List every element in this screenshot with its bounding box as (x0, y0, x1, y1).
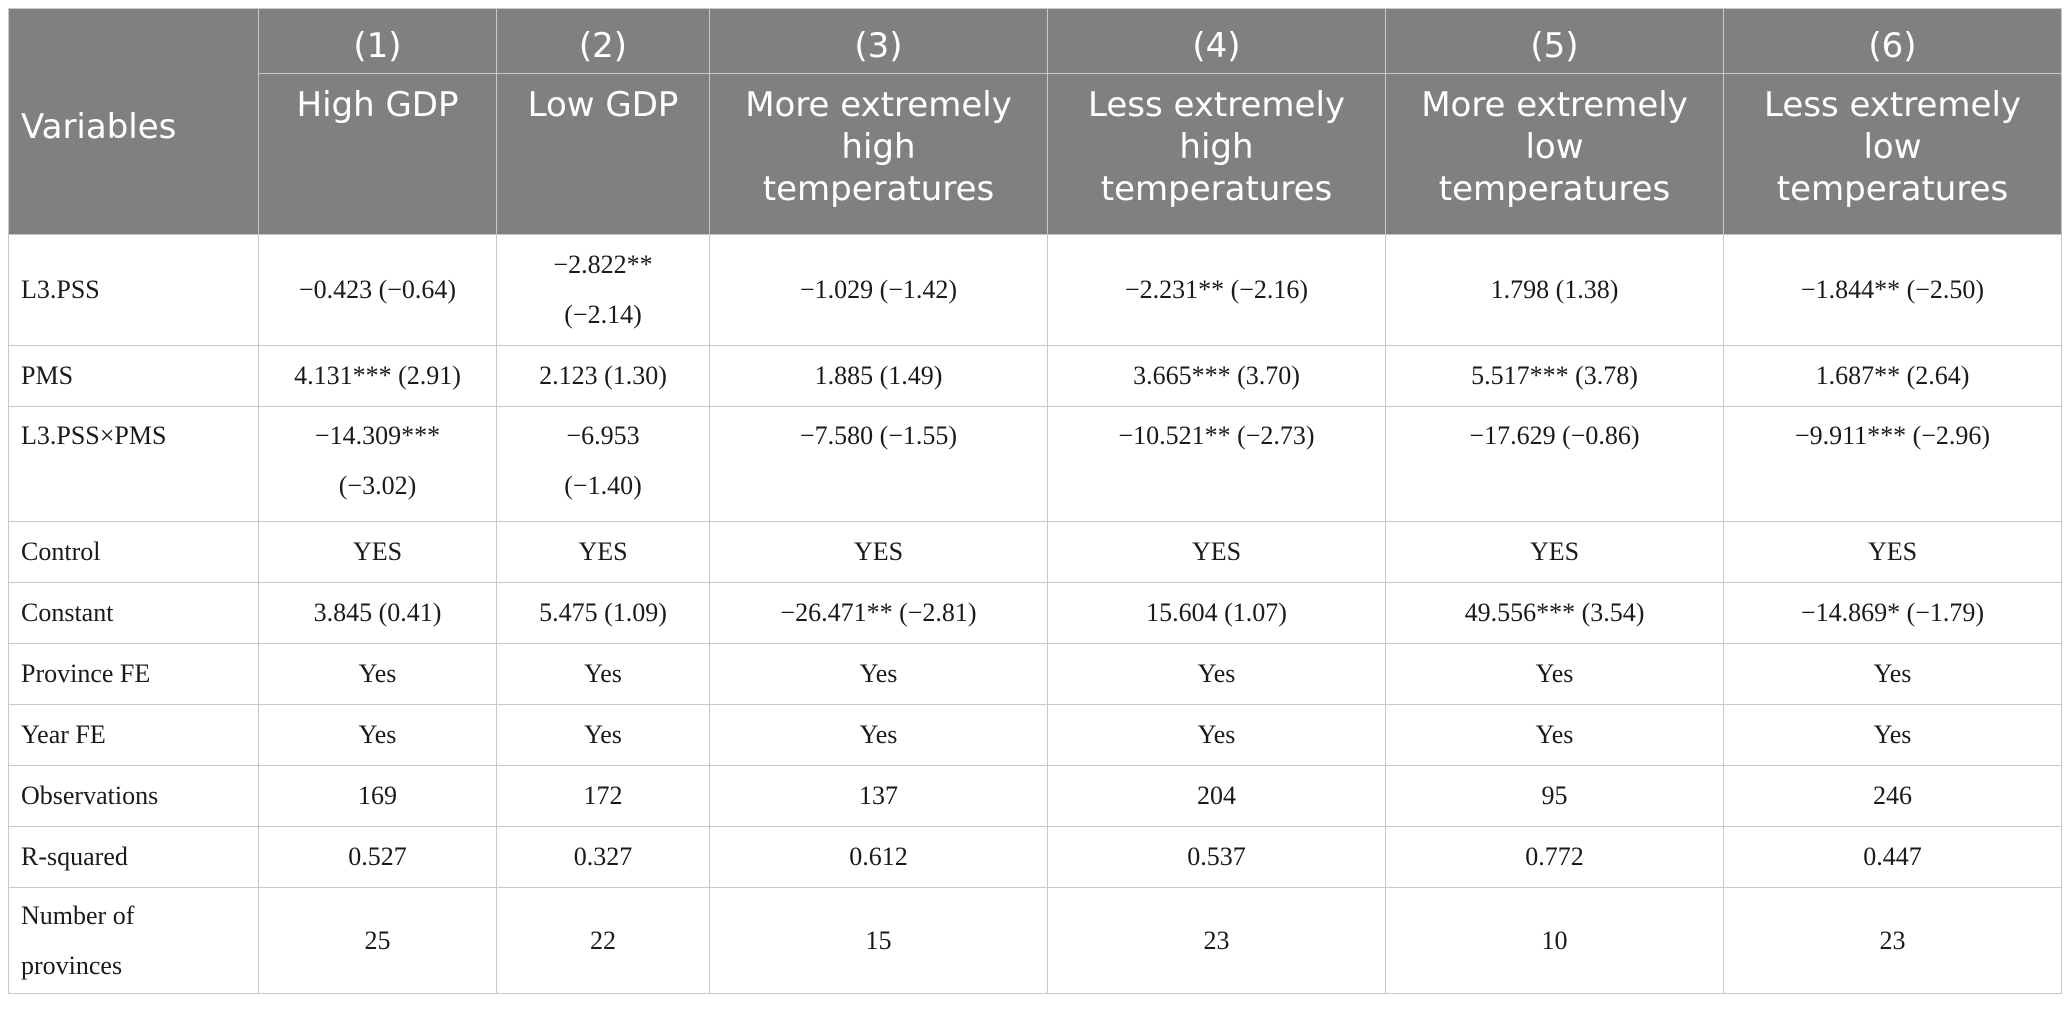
table-cell: 0.447 (1724, 827, 2062, 888)
table-cell: YES (497, 522, 710, 583)
column-number-4: (4) (1048, 9, 1386, 74)
row-label: Observations (9, 766, 259, 827)
column-label-3: More extremely high temperatures (710, 74, 1048, 235)
table-cell: 0.537 (1048, 827, 1386, 888)
table-row-l3-pss (9, 235, 2062, 346)
table-row-observations (9, 766, 2062, 827)
table-cell: 1.885 (1.49) (710, 346, 1048, 407)
table-cell: 95 (1386, 766, 1724, 827)
table-cell: −0.423 (−0.64) (259, 235, 497, 346)
table-cell: 172 (497, 766, 710, 827)
table-cell: 5.517*** (3.78) (1386, 346, 1724, 407)
table-row-constant (9, 583, 2062, 644)
table-cell: Yes (710, 644, 1048, 705)
row-label: Control (9, 522, 259, 583)
table-cell: 204 (1048, 766, 1386, 827)
row-label: Constant (9, 583, 259, 644)
table-row-control (9, 522, 2062, 583)
table-cell: YES (710, 522, 1048, 583)
table-cell: 25 (259, 888, 497, 994)
table-cell: −9.911*** (−2.96) (1724, 407, 2062, 522)
table-body (9, 235, 2062, 994)
table-cell: 1.798 (1.38) (1386, 235, 1724, 346)
table-cell: 5.475 (1.09) (497, 583, 710, 644)
table-cell: −17.629 (−0.86) (1386, 407, 1724, 522)
table-cell: Yes (497, 644, 710, 705)
column-label-2: Low GDP (497, 74, 710, 235)
table-cell: Yes (1724, 705, 2062, 766)
table-cell: −14.309*** (−3.02) (259, 407, 497, 522)
row-label: PMS (9, 346, 259, 407)
column-number-5: (5) (1386, 9, 1724, 74)
table-cell: 0.527 (259, 827, 497, 888)
table-cell: Yes (1386, 705, 1724, 766)
table-cell: 3.665*** (3.70) (1048, 346, 1386, 407)
table-row-r-squared (9, 827, 2062, 888)
variables-header: Variables (9, 9, 259, 235)
column-number-1: (1) (259, 9, 497, 74)
row-label: L3.PSS (9, 235, 259, 346)
table-cell: YES (1048, 522, 1386, 583)
column-number-6: (6) (1724, 9, 2062, 74)
row-label: R-squared (9, 827, 259, 888)
table-cell: 246 (1724, 766, 2062, 827)
header-row-labels (9, 74, 2062, 235)
table-cell: 3.845 (0.41) (259, 583, 497, 644)
table-cell: Yes (1048, 705, 1386, 766)
row-label: Number of provinces (9, 888, 259, 994)
table-cell: −14.869* (−1.79) (1724, 583, 2062, 644)
table-cell: 49.556*** (3.54) (1386, 583, 1724, 644)
table-row-interaction (9, 407, 2062, 522)
column-label-1: High GDP (259, 74, 497, 235)
table-row-pms (9, 346, 2062, 407)
table-cell: Yes (259, 705, 497, 766)
column-label-6: Less extremely low temperatures (1724, 74, 2062, 235)
table-row-year-fe (9, 705, 2062, 766)
table-cell: 0.327 (497, 827, 710, 888)
table-cell: −1.029 (−1.42) (710, 235, 1048, 346)
table-cell: YES (1724, 522, 2062, 583)
table-header (9, 9, 2062, 235)
table-cell: Yes (1386, 644, 1724, 705)
table-cell: 10 (1386, 888, 1724, 994)
column-number-2: (2) (497, 9, 710, 74)
table-cell: 4.131*** (2.91) (259, 346, 497, 407)
table-cell: 2.123 (1.30) (497, 346, 710, 407)
regression-table (8, 8, 2062, 994)
table-cell: YES (259, 522, 497, 583)
table-cell: 169 (259, 766, 497, 827)
table-cell: Yes (497, 705, 710, 766)
column-label-4: Less extremely high temperatures (1048, 74, 1386, 235)
column-label-5: More extremely low temperatures (1386, 74, 1724, 235)
table-cell: YES (1386, 522, 1724, 583)
row-label: Province FE (9, 644, 259, 705)
table-cell: −2.822** (−2.14) (497, 235, 710, 346)
table-cell: −6.953 (−1.40) (497, 407, 710, 522)
table-cell: 15 (710, 888, 1048, 994)
table-cell: −1.844** (−2.50) (1724, 235, 2062, 346)
table-row-number-of-provinces (9, 888, 2062, 994)
table-cell: Yes (259, 644, 497, 705)
table-cell: −10.521** (−2.73) (1048, 407, 1386, 522)
header-row-numbers (9, 9, 2062, 74)
table-cell: Yes (1724, 644, 2062, 705)
table-cell: Yes (710, 705, 1048, 766)
table-cell: −26.471** (−2.81) (710, 583, 1048, 644)
table-cell: 1.687** (2.64) (1724, 346, 2062, 407)
table-row-province-fe (9, 644, 2062, 705)
table-cell: 23 (1724, 888, 2062, 994)
table-cell: 22 (497, 888, 710, 994)
table-cell: 137 (710, 766, 1048, 827)
row-label: L3.PSS×PMS (9, 407, 259, 522)
table-cell: 15.604 (1.07) (1048, 583, 1386, 644)
table-cell: −2.231** (−2.16) (1048, 235, 1386, 346)
table-cell: −7.580 (−1.55) (710, 407, 1048, 522)
table-cell: 23 (1048, 888, 1386, 994)
row-label: Year FE (9, 705, 259, 766)
table-cell: Yes (1048, 644, 1386, 705)
column-number-3: (3) (710, 9, 1048, 74)
table-cell: 0.612 (710, 827, 1048, 888)
table-cell: 0.772 (1386, 827, 1724, 888)
